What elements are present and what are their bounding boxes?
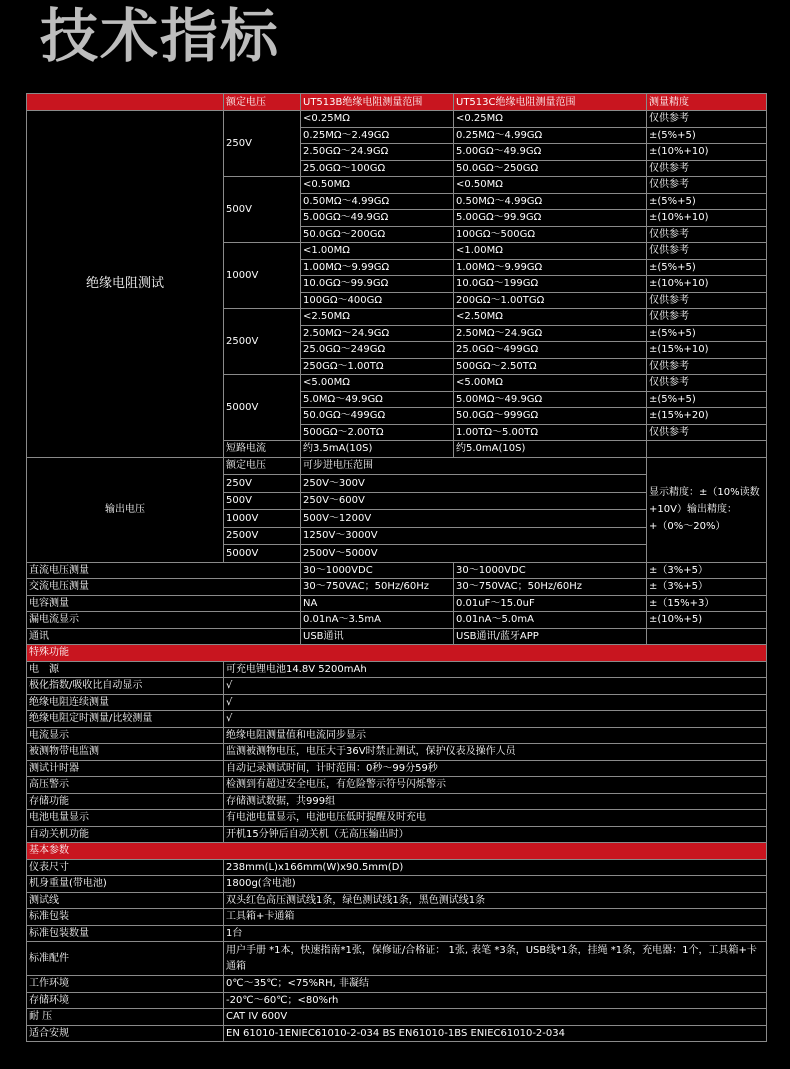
output-rated: 5000V	[224, 545, 301, 563]
measurement-row	[27, 579, 767, 596]
basic-param-value: 工具箱+卡通箱	[224, 909, 767, 926]
accuracy: 仅供参考	[647, 160, 767, 177]
special-function-label: 存储功能	[27, 793, 224, 810]
ut513b-value: 0.01nA～3.5mA	[301, 612, 454, 629]
output-voltage-label: 输出电压	[27, 457, 224, 562]
output-range: 2500V～5000V	[301, 545, 647, 563]
special-function-row	[27, 711, 767, 728]
rated-voltage: 5000V	[224, 375, 301, 441]
accuracy: 仅供参考	[647, 226, 767, 243]
special-function-label: 测试计时器	[27, 760, 224, 777]
ut513c-range: <0.50MΩ	[454, 177, 647, 194]
insulation-label: 绝缘电阻测试	[27, 111, 224, 458]
accuracy: ±(10%+10)	[647, 210, 767, 227]
special-function-value: 绝缘电阻测量值和电流同步显示	[224, 727, 767, 744]
output-rated: 250V	[224, 475, 301, 493]
ut513b-range: 50.0GΩ～200GΩ	[301, 226, 454, 243]
output-rated: 2500V	[224, 527, 301, 545]
ut513c-value: USB通讯/蓝牙APP	[454, 628, 647, 645]
ut513c-range: 1.00MΩ～9.99GΩ	[454, 259, 647, 276]
special-function-label: 高压警示	[27, 777, 224, 794]
output-rated: 1000V	[224, 510, 301, 528]
basic-param-row	[27, 859, 767, 876]
special-function-label: 自动关机功能	[27, 826, 224, 843]
ut513c-range: 5.00MΩ～49.9GΩ	[454, 391, 647, 408]
basic-param-row	[27, 992, 767, 1009]
special-function-section-title: 特殊功能	[27, 645, 767, 662]
accuracy: 仅供参考	[647, 375, 767, 392]
ut513c-range: 0.50MΩ～4.99GΩ	[454, 193, 647, 210]
special-function-value: 自动记录测试时间，计时范围：0秒～99分59秒	[224, 760, 767, 777]
special-function-label: 绝缘电阻定时测量/比较测量	[27, 711, 224, 728]
accuracy: ±(5%+5)	[647, 391, 767, 408]
table-row	[27, 111, 767, 128]
accuracy	[647, 628, 767, 645]
ut513b-range: 1.00MΩ～9.99GΩ	[301, 259, 454, 276]
ut513c-range: 200GΩ～1.00TGΩ	[454, 292, 647, 309]
short-circuit-label: 短路电流	[224, 441, 301, 458]
ut513b-range: 500GΩ～2.00TΩ	[301, 424, 454, 441]
ut513b-value: NA	[301, 595, 454, 612]
special-function-value: 存储测试数据，共999组	[224, 793, 767, 810]
accuracy: 仅供参考	[647, 292, 767, 309]
output-range: 250V～300V	[301, 475, 647, 493]
ut513b-range: 25.0GΩ～100GΩ	[301, 160, 454, 177]
ut513b-range: <1.00MΩ	[301, 243, 454, 260]
basic-param-value: 0℃～35℃；<75%RH, 非凝结	[224, 976, 767, 993]
measurement-row	[27, 628, 767, 645]
special-function-value: √	[224, 694, 767, 711]
special-function-row	[27, 694, 767, 711]
ut513c-range: 50.0GΩ～250GΩ	[454, 160, 647, 177]
ut513b-value: 30～750VAC；50Hz/60Hz	[301, 579, 454, 596]
ut513c-range: 500GΩ～2.50TΩ	[454, 358, 647, 375]
special-function-title-row	[27, 645, 767, 662]
ut513b-range: <0.25MΩ	[301, 111, 454, 128]
basic-param-label: 测试线	[27, 892, 224, 909]
special-function-value: √	[224, 678, 767, 695]
header-cell: 测量精度	[647, 94, 767, 111]
output-header-row	[27, 457, 767, 475]
basic-param-label: 机身重量(带电池)	[27, 876, 224, 893]
rated-voltage: 1000V	[224, 243, 301, 309]
basic-param-value: 1台	[224, 925, 767, 942]
basic-param-value: 238mm(L)x166mm(W)x90.5mm(D)	[224, 859, 767, 876]
special-function-row	[27, 826, 767, 843]
ut513b-value: USB通讯	[301, 628, 454, 645]
page-title: 技术指标	[40, 2, 281, 70]
ut513c-range: 5.00GΩ～99.9GΩ	[454, 210, 647, 227]
ut513c-range: 100GΩ～500GΩ	[454, 226, 647, 243]
ut513c-value: 0.01nA～5.0mA	[454, 612, 647, 629]
special-function-row	[27, 678, 767, 695]
ut513b-range: 100GΩ～400GΩ	[301, 292, 454, 309]
accuracy: ±(10%+10)	[647, 144, 767, 161]
basic-param-value: 1800g(含电池)	[224, 876, 767, 893]
measurement-row	[27, 562, 767, 579]
special-function-row	[27, 793, 767, 810]
header-cell: UT513C绝缘电阻测量范围	[454, 94, 647, 111]
accuracy: ±(15%+20)	[647, 408, 767, 425]
accuracy: ±(5%+5)	[647, 193, 767, 210]
basic-param-section-title: 基本参数	[27, 843, 767, 860]
ut513c-range: 25.0GΩ～499GΩ	[454, 342, 647, 359]
special-function-value: 监测被测物电压，电压大于36V时禁止测试，保护仪表及操作人员	[224, 744, 767, 761]
basic-param-row	[27, 876, 767, 893]
ut513b-range: <0.50MΩ	[301, 177, 454, 194]
measurement-label: 交流电压测量	[27, 579, 301, 596]
accuracy: ±（15%+3）	[647, 595, 767, 612]
special-function-row	[27, 777, 767, 794]
ut513c-range: 5.00GΩ～49.9GΩ	[454, 144, 647, 161]
ut513c-short-circuit: 约5.0mA(10S)	[454, 441, 647, 458]
output-header-rated: 额定电压	[224, 457, 301, 475]
basic-param-label: 适合安规	[27, 1025, 224, 1042]
measurement-row	[27, 595, 767, 612]
measurement-label: 电容测量	[27, 595, 301, 612]
basic-param-label: 仪表尺寸	[27, 859, 224, 876]
output-range: 500V～1200V	[301, 510, 647, 528]
basic-param-label: 标准包装数量	[27, 925, 224, 942]
special-function-label: 电池电量显示	[27, 810, 224, 827]
output-header-range: 可步进电压范围	[301, 457, 647, 475]
basic-param-row	[27, 909, 767, 926]
rated-voltage: 500V	[224, 177, 301, 243]
basic-param-value: EN 61010-1ENIEC61010-2-034 BS EN61010-1BS ENIEC61010-2-034	[224, 1025, 767, 1042]
basic-param-row	[27, 925, 767, 942]
basic-param-row	[27, 1025, 767, 1042]
basic-param-label: 存储环境	[27, 992, 224, 1009]
accuracy: 仅供参考	[647, 424, 767, 441]
ut513c-range: <0.25MΩ	[454, 111, 647, 128]
special-function-value: 开机15分钟后自动关机（无高压输出时）	[224, 826, 767, 843]
special-function-label: 极化指数/吸收比自动显示	[27, 678, 224, 695]
accuracy	[647, 441, 767, 458]
special-function-label: 被测物带电监测	[27, 744, 224, 761]
ut513c-value: 30～1000VDC	[454, 562, 647, 579]
header-row	[27, 94, 767, 111]
special-function-row	[27, 760, 767, 777]
accuracy: ±(5%+5)	[647, 325, 767, 342]
output-accuracy-note: 显示精度：±（10%读数+10V）输出精度：+（0%～20%）	[647, 457, 767, 562]
special-function-row	[27, 810, 767, 827]
output-rated: 500V	[224, 492, 301, 510]
accuracy: ±(5%+5)	[647, 259, 767, 276]
basic-param-label: 工作环境	[27, 976, 224, 993]
accuracy: ±(15%+10)	[647, 342, 767, 359]
ut513c-range: 10.0GΩ～199GΩ	[454, 276, 647, 293]
ut513b-range: 250GΩ～1.00TΩ	[301, 358, 454, 375]
accuracy: 仅供参考	[647, 309, 767, 326]
ut513b-range: 10.0GΩ～99.9GΩ	[301, 276, 454, 293]
ut513c-value: 0.01uF～15.0uF	[454, 595, 647, 612]
ut513c-value: 30～750VAC；50Hz/60Hz	[454, 579, 647, 596]
special-function-label: 电流显示	[27, 727, 224, 744]
measurement-label: 通讯	[27, 628, 301, 645]
ut513b-range: 50.0GΩ～499GΩ	[301, 408, 454, 425]
special-function-row	[27, 661, 767, 678]
basic-param-title-row	[27, 843, 767, 860]
accuracy: ±(10%+10)	[647, 276, 767, 293]
accuracy: 仅供参考	[647, 111, 767, 128]
accuracy: 仅供参考	[647, 358, 767, 375]
basic-param-row	[27, 976, 767, 993]
accuracy: ±(10%+5)	[647, 612, 767, 629]
basic-param-value: CAT IV 600V	[224, 1009, 767, 1026]
header-cell: UT513B绝缘电阻测量范围	[301, 94, 454, 111]
accuracy: ±（3%+5）	[647, 579, 767, 596]
special-function-label: 电 源	[27, 661, 224, 678]
basic-param-value: -20℃～60℃；<80%rh	[224, 992, 767, 1009]
special-function-value: 检测到有超过安全电压，有危险警示符号闪烁警示	[224, 777, 767, 794]
special-function-row	[27, 744, 767, 761]
basic-param-row	[27, 942, 767, 976]
ut513c-range: <2.50MΩ	[454, 309, 647, 326]
measurement-label: 漏电流显示	[27, 612, 301, 629]
special-function-row	[27, 727, 767, 744]
ut513b-range: 0.25MΩ～2.49GΩ	[301, 127, 454, 144]
spec-table	[26, 93, 767, 1042]
ut513b-range: 0.50MΩ～4.99GΩ	[301, 193, 454, 210]
ut513c-range: 0.25MΩ～4.99GΩ	[454, 127, 647, 144]
ut513c-range: <5.00MΩ	[454, 375, 647, 392]
accuracy: 仅供参考	[647, 243, 767, 260]
special-function-value: √	[224, 711, 767, 728]
measurement-label: 直流电压测量	[27, 562, 301, 579]
output-range: 250V～600V	[301, 492, 647, 510]
ut513b-range: 2.50GΩ～24.9GΩ	[301, 144, 454, 161]
rated-voltage: 2500V	[224, 309, 301, 375]
header-cell: 额定电压	[224, 94, 301, 111]
ut513c-range: 1.00TΩ～5.00TΩ	[454, 424, 647, 441]
basic-param-value: 双头红色高压测试线1条，绿色测试线1条，黑色测试线1条	[224, 892, 767, 909]
ut513b-range: 5.0MΩ～49.9GΩ	[301, 391, 454, 408]
header-cell	[27, 94, 224, 111]
ut513c-range: 2.50MΩ～24.9GΩ	[454, 325, 647, 342]
basic-param-value: 用户手册 *1本，快速指南*1张，保修证/合格证： 1张, 表笔 *3条，USB线*1条，挂绳 *1条，充电器：1个，工具箱+卡通箱	[224, 942, 767, 976]
ut513c-range: 50.0GΩ～999GΩ	[454, 408, 647, 425]
basic-param-label: 耐 压	[27, 1009, 224, 1026]
ut513b-range: 5.00GΩ～49.9GΩ	[301, 210, 454, 227]
ut513c-range: <1.00MΩ	[454, 243, 647, 260]
accuracy: ±(5%+5)	[647, 127, 767, 144]
special-function-label: 绝缘电阻连续测量	[27, 694, 224, 711]
ut513b-range: <2.50MΩ	[301, 309, 454, 326]
ut513b-value: 30～1000VDC	[301, 562, 454, 579]
basic-param-row	[27, 892, 767, 909]
ut513b-short-circuit: 约3.5mA(10S)	[301, 441, 454, 458]
ut513b-range: 25.0GΩ～249GΩ	[301, 342, 454, 359]
ut513b-range: <5.00MΩ	[301, 375, 454, 392]
basic-param-label: 标准配件	[27, 942, 224, 976]
basic-param-label: 标准包装	[27, 909, 224, 926]
accuracy: ±（3%+5）	[647, 562, 767, 579]
output-range: 1250V～3000V	[301, 527, 647, 545]
basic-param-row	[27, 1009, 767, 1026]
accuracy: 仅供参考	[647, 177, 767, 194]
measurement-row	[27, 612, 767, 629]
rated-voltage: 250V	[224, 111, 301, 177]
special-function-value: 有电池电量显示，电池电压低时提醒及时充电	[224, 810, 767, 827]
special-function-value: 可充电锂电池14.8V 5200mAh	[224, 661, 767, 678]
ut513b-range: 2.50MΩ～24.9GΩ	[301, 325, 454, 342]
